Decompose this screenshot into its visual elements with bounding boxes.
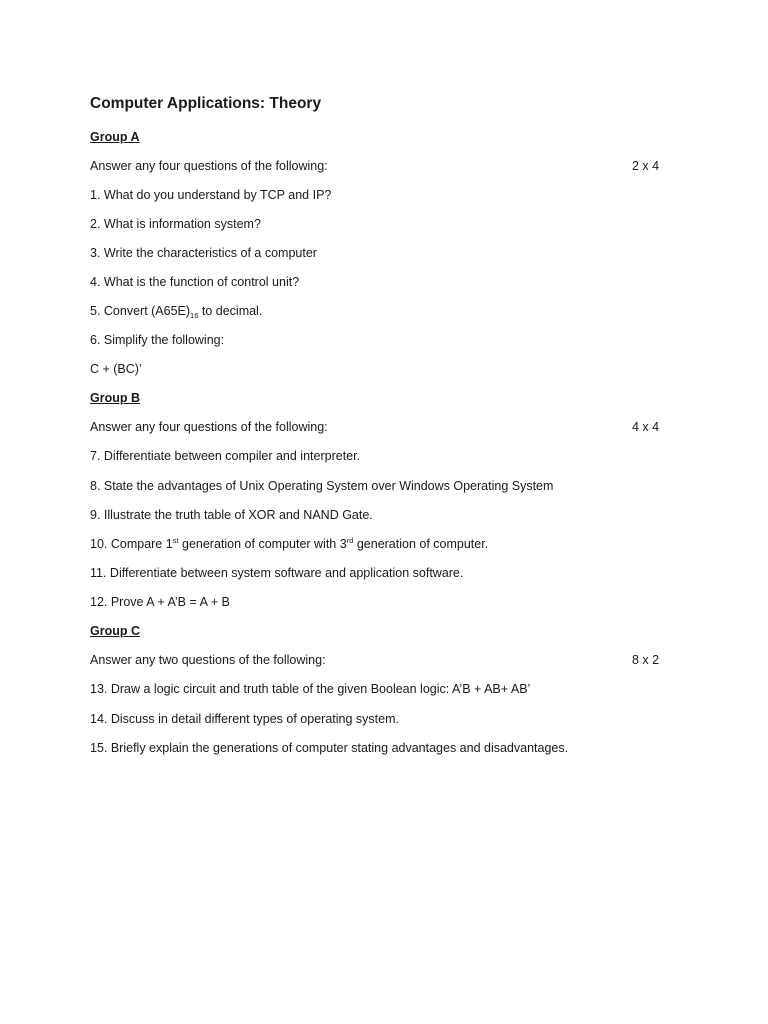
question-5-prefix: 5. Convert (A65E) [90, 304, 191, 318]
question-5-base-subscript: 16 [190, 311, 199, 320]
group-c-heading: Group C [90, 624, 140, 638]
question-7: 7. Differentiate between compiler and interpreter. [90, 449, 361, 463]
question-10-superscript-1: st [172, 536, 179, 545]
group-b-heading: Group B [90, 391, 140, 405]
question-5 [90, 303, 262, 319]
question-1: 1. What do you understand by TCP and IP? [90, 188, 332, 202]
question-6: 6. Simplify the following: [90, 333, 225, 347]
question-10 [90, 536, 488, 552]
group-b-instruction: Answer any four questions of the following: [90, 420, 328, 434]
question-10-part-3: generation of computer. [353, 537, 489, 551]
group-b-marks: 4 x 4 [632, 420, 660, 434]
question-11: 11. Differentiate between system software and application software. [90, 566, 464, 580]
group-c-instruction: Answer any two questions of the following: [90, 653, 326, 667]
question-10-superscript-2: rd [346, 536, 354, 545]
question-6-expression: C + (BC)’ [90, 362, 142, 376]
question-5-suffix: to decimal. [198, 304, 263, 318]
question-3: 3. Write the characteristics of a computer [90, 246, 317, 260]
question-8: 8. State the advantages of Unix Operating System over Windows Operating System [90, 479, 554, 493]
group-c-marks: 8 x 2 [632, 653, 660, 667]
question-2: 2. What is information system? [90, 217, 261, 231]
group-a-instruction: Answer any four questions of the following: [90, 159, 328, 173]
question-10-part-2: generation of computer with 3 [178, 537, 347, 551]
question-4: 4. What is the function of control unit? [90, 275, 300, 289]
group-a-heading: Group A [90, 130, 140, 144]
question-10-part-1: 10. Compare 1 [90, 537, 173, 551]
question-13: 13. Draw a logic circuit and truth table of the given Boolean logic: A’B + AB+ AB’ [90, 682, 531, 696]
group-a-marks: 2 x 4 [632, 159, 660, 173]
question-14: 14. Discuss in detail different types of operating system. [90, 712, 399, 726]
page-title: Computer Applications: Theory [90, 95, 322, 112]
question-15: 15. Briefly explain the generations of computer stating advantages and disadvantages. [90, 741, 569, 755]
question-9: 9. Illustrate the truth table of XOR and NAND Gate. [90, 508, 373, 522]
question-12: 12. Prove A + A’B = A + B [90, 595, 230, 609]
